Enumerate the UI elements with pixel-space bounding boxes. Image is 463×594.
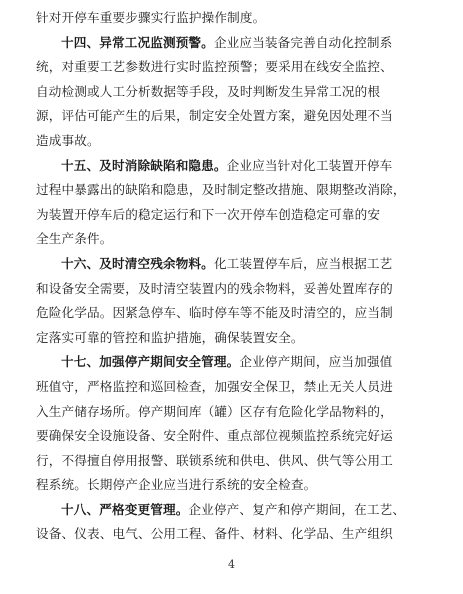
paragraph-line: 要确保安全设施设备、安全附件、重点部位视频监控系统完好运 xyxy=(36,428,393,444)
paragraph-line: 程系统。长期停产企业应当进行系统的安全检查。 xyxy=(36,477,317,493)
section-18-heading-line: 十八、严格变更管理。企业停产、复产和停产期间，在工艺、 xyxy=(61,501,406,517)
section-15-heading-line: 十五、及时消除缺陷和隐患。企业应当针对化工装置开停车 xyxy=(61,157,393,173)
body-text xyxy=(36,6,429,547)
section-heading: 十五、及时消除缺陷和隐患。 xyxy=(61,157,227,173)
paragraph-line: 自动检测或人工分析数据等手段，及时判断发生异常工况的根 xyxy=(36,83,381,99)
paragraph-line: 针对开停车重要步骤实行监护操作制度。 xyxy=(36,10,266,25)
paragraph-line: 造成事故。 xyxy=(36,132,100,148)
section-heading: 十八、严格变更管理。 xyxy=(61,501,189,517)
paragraph-line: 过程中暴露出的缺陷和隐患，及时制定整改措施、限期整改消除， xyxy=(36,182,406,198)
paragraph-line: 行，不得擅自停用报警、联锁系统和供电、供风、供气等公用工 xyxy=(36,452,393,468)
paragraph-line: 设备、仪表、电气、公用工程、备件、材料、化学品、生产组织 xyxy=(36,526,393,542)
section-heading: 十四、异常工况监测预警。 xyxy=(61,34,214,50)
section-17-heading-line: 十七、加强停产期间安全管理。企业停产期间，应当加强值 xyxy=(61,354,393,370)
paragraph-line: 为装置开停车后的稳定运行和下一次开停车创造稳定可靠的安 xyxy=(36,206,381,222)
section-16-heading-line: 十六、及时清空残余物料。化工装置停车后，应当根据工艺 xyxy=(61,255,393,271)
paragraph-line: 源，评估可能产生的后果，制定安全处置方案，避免因处理不当 xyxy=(36,108,393,124)
paragraph-line: 班值守，严格监控和巡回检查，加强安全保卫，禁止无关人员进 xyxy=(36,378,393,394)
section-heading: 十七、加强停产期间安全管理。 xyxy=(61,354,240,370)
paragraph-line: 全生产条件。 xyxy=(36,231,113,247)
section-14-heading-line: 十四、异常工况监测预警。企业应当装备完善自动化控制系 xyxy=(61,34,393,50)
paragraph-line: 统，对重要工艺参数进行实时监控预警；要采用在线安全监控、 xyxy=(36,59,393,75)
page-number: 4 xyxy=(228,558,235,571)
section-heading: 十六、及时清空残余物料。 xyxy=(61,255,214,271)
paragraph-line: 危险化学品。因紧急停车、临时停车等不能及时清空的，应当制 xyxy=(36,305,393,321)
paragraph-line: 定落实可靠的管控和监护措施，确保装置安全。 xyxy=(36,329,304,345)
paragraph-line: 和设备安全需要，及时清空装置内的残余物料，妥善处置库存的 xyxy=(36,280,393,296)
paragraph-line: 入生产储存场所。停产期间库（罐）区存有危险化学品物料的， xyxy=(36,403,393,419)
